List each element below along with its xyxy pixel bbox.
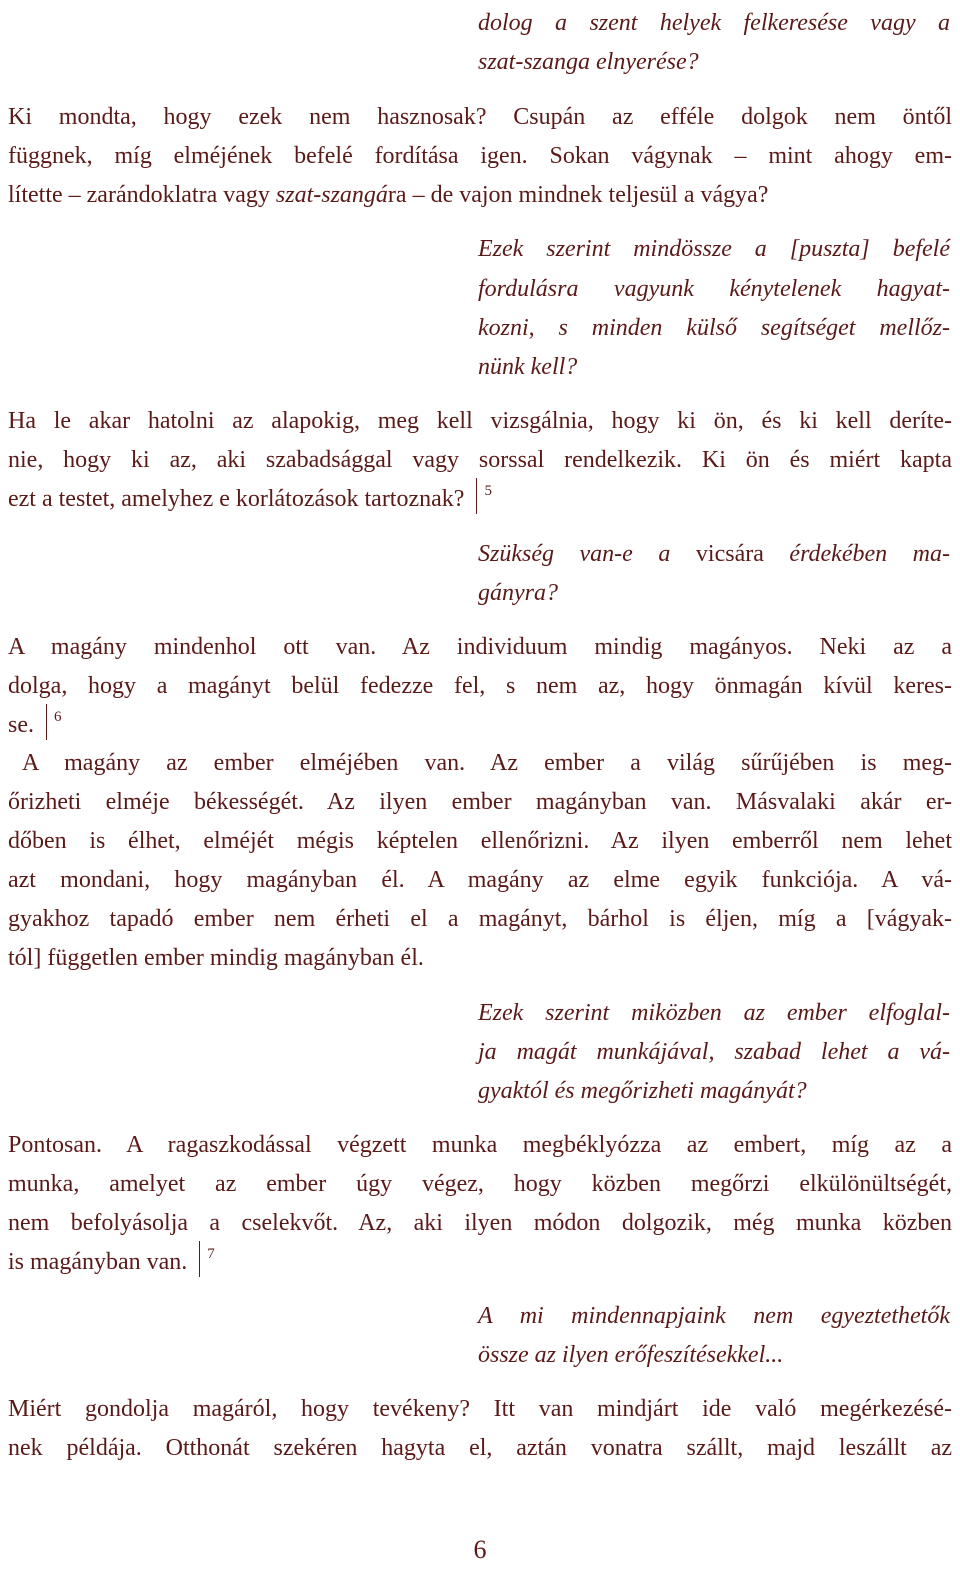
- answer-text-line: A magány az ember elméjében van. Az ember a világ sűrűjében is meg-: [22, 750, 952, 776]
- answer-text-line: [8, 1247, 952, 1277]
- question-text-line: ja magát munkájával, szabad lehet a vá-: [478, 1039, 950, 1065]
- question-text-line: kozni, s minden külső segítséget mellőz-: [478, 315, 950, 341]
- question-text-line: gyaktól és megőrizheti magányát?: [478, 1078, 807, 1104]
- answer-text-line: nem befolyásolja a cselekvőt. Az, aki ilyen módon dolgozik, még munka közben: [8, 1210, 952, 1236]
- answer-text-line: őrizheti elméje békességét. Az ilyen ember magányban van. Másvalaki akár er-: [8, 789, 952, 815]
- question-text-line: dolog a szent helyek felkeresése vagy a: [478, 10, 950, 36]
- footnote-marker-7: 7: [199, 1247, 215, 1262]
- upright-term: vicsára: [695, 541, 764, 567]
- text-run: érdekében ma-: [763, 541, 950, 567]
- text-run: ra – de vajon mindnek teljesül a vágya?: [387, 182, 769, 208]
- footnote-marker-5: 5: [476, 484, 492, 499]
- question-text-line: Ezek szerint miközben az ember elfoglal-: [478, 1000, 950, 1026]
- text-run: ezt a testet, amelyhez e korlátozások tartoznak?: [8, 486, 465, 512]
- answer-text-line: gyakhoz tapadó ember nem érheti el a magányt, bárhol is éljen, míg a [vágyak-: [8, 906, 952, 932]
- answer-text-line: nie, hogy ki az, aki szabadsággal vagy sorssal rendelkezik. Ki ön és miért kapta: [8, 447, 952, 473]
- text-run: se.: [8, 712, 34, 738]
- text-run: is magányban van.: [8, 1249, 188, 1275]
- question-text-line: A mi mindennapjaink nem egyeztethetők: [478, 1303, 950, 1329]
- text-run: lítette – zarándoklatra vagy: [8, 182, 276, 208]
- answer-text-line: dolga, hogy a magányt belül fedezze fel, s nem az, hogy önmagán kívül keres-: [8, 673, 952, 699]
- question-text-line: [478, 539, 950, 569]
- answer-text-line: Miért gondolja magáról, hogy tevékeny? Itt van mindjárt ide való megérkezésé-: [8, 1396, 952, 1422]
- answer-text-line: Ha le akar hatolni az alapokig, meg kell vizsgálnia, hogy ki ön, és ki kell deríte-: [8, 408, 952, 434]
- answer-text-line: A magány mindenhol ott van. Az individuum mindig magányos. Neki az a: [8, 634, 952, 660]
- page-number: 6: [473, 1535, 487, 1564]
- question-text-line: össze az ilyen erőfeszítésekkel...: [478, 1342, 784, 1368]
- footnote-marker-6: 6: [46, 710, 62, 725]
- answer-text-line: [8, 484, 952, 514]
- answer-text-line: [8, 180, 952, 210]
- italic-term: szat-szangá: [275, 182, 388, 208]
- answer-text-line: Pontosan. A ragaszkodással végzett munka megbéklyózza az embert, míg az a: [8, 1132, 952, 1158]
- answer-text-line: nek példája. Otthonát szekéren hagyta el, aztán vonatra szállt, majd leszállt az: [8, 1435, 952, 1461]
- answer-text-line: munka, amelyet az ember úgy végez, hogy közben megőrzi elkülönültségét,: [8, 1171, 952, 1197]
- answer-text-line: Ki mondta, hogy ezek nem hasznosak? Csupán az efféle dolgok nem öntől: [8, 104, 952, 130]
- question-text-line: nünk kell?: [478, 354, 578, 380]
- question-text-line: Ezek szerint mindössze a [puszta] befelé: [478, 236, 950, 262]
- answer-text-line: [8, 710, 952, 740]
- answer-text-line: tól] független ember mindig magányban él.: [8, 945, 424, 971]
- answer-text-line: függnek, míg elméjének befelé fordítása igen. Sokan vágynak – mint ahogy em-: [8, 143, 952, 169]
- question-text-line: gányra?: [478, 580, 558, 606]
- question-text-line: fordulásra vagyunk kénytelenek hagyat-: [478, 276, 950, 302]
- answer-text-line: dőben is élhet, elméjét mégis képtelen ellenőrizni. Az ilyen emberről nem lehet: [8, 828, 952, 854]
- question-text-line: szat-szanga elnyerése?: [478, 49, 699, 75]
- text-run: Szükség van-e a: [478, 541, 696, 567]
- answer-text-line: azt mondani, hogy magányban él. A magány az elme egyik funkciója. A vá-: [8, 867, 952, 893]
